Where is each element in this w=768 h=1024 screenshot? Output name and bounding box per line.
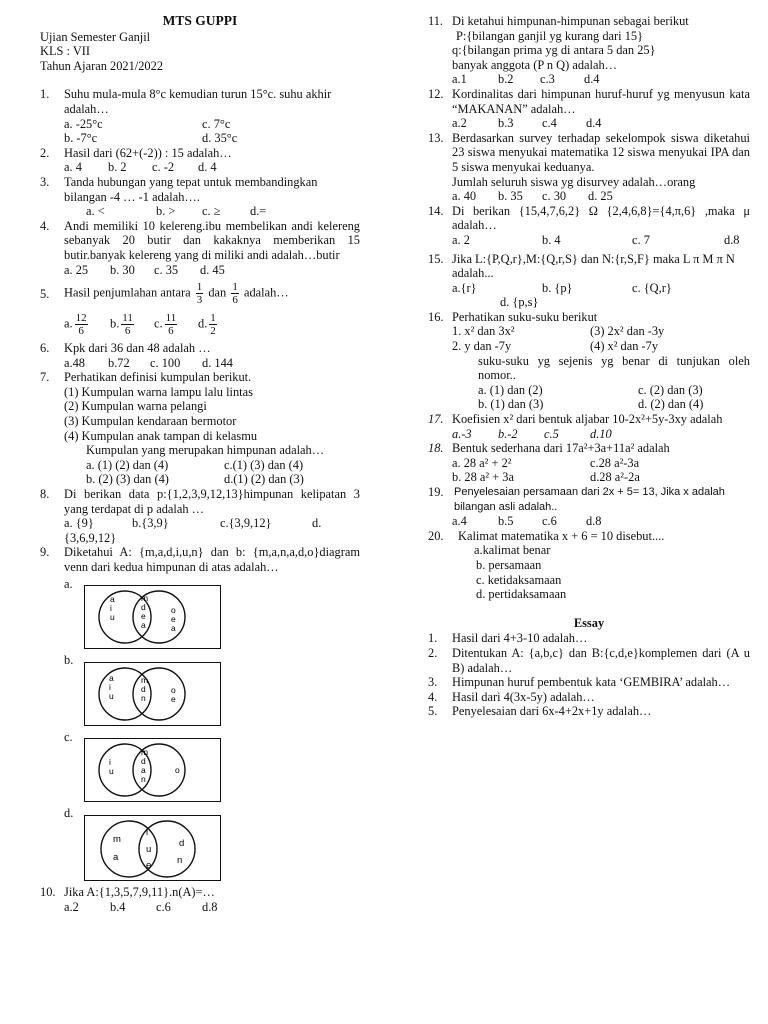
question-text: Di berikan {15,4,7,6,2} Ω {2,4,6,8}={4,π,6} ,maka μ adalah…: [452, 203, 750, 233]
option-a[interactable]: a.{r}: [452, 280, 477, 295]
options: [452, 281, 750, 296]
option-b[interactable]: b. 35: [498, 189, 523, 204]
question-text: Hasil dari (62+(-2)) : 15 adalah…: [64, 145, 232, 160]
question-19: [428, 485, 750, 529]
option-c[interactable]: c. ≥: [202, 204, 221, 219]
question-text: Hasil penjumlahan antara $\frac{1}{3}$ dan $\frac{1}{6}$ adalah…: [64, 281, 289, 307]
question-text: Suhu mula-mula 8°c kemudian turun 15°c. suhu akhir adalah…: [64, 87, 332, 116]
option-d[interactable]: d.10: [590, 426, 612, 441]
question-text: Perhatikan definisi kumpulan berikut.: [64, 370, 252, 385]
set-q-definition: q:{bilangan prima yg di antara 5 dan 25}: [452, 43, 656, 58]
option-a[interactable]: a.4: [452, 514, 467, 529]
question-number: 11.: [428, 14, 444, 28]
essay-text: Himpunan huruf pembentuk kata ‘GEMBIRA’ adalah…: [452, 675, 731, 690]
option-b[interactable]: b.-2: [498, 426, 518, 441]
options: [64, 160, 360, 175]
question-5: [40, 281, 360, 337]
question-number: 18.: [428, 441, 444, 456]
question-12: [428, 87, 750, 131]
fraction-one-third: $\frac{1}{3}$: [196, 281, 203, 307]
option-c[interactable]: c.{3,9,12}: [220, 516, 272, 531]
question-number: 13.: [428, 130, 444, 145]
options: [64, 356, 360, 371]
option-d[interactable]: d.(1) (2) dan (3): [224, 472, 304, 487]
venn-svg-d: [85, 816, 220, 880]
venn-letters: m d a n: [141, 747, 149, 785]
question-3: [40, 175, 360, 219]
option-a[interactable]: a. $\frac{12}{6}$: [64, 312, 87, 338]
question-16: [428, 310, 750, 412]
option-c[interactable]: c. -2: [152, 160, 175, 175]
option-d[interactable]: d. {p,s}: [500, 295, 539, 310]
question-text: Jika A:{1,3,5,7,9,11}.n(A)=…: [64, 884, 215, 899]
question-number: 5.: [40, 287, 50, 302]
venn-letter: u: [146, 843, 152, 855]
question-17: [428, 412, 750, 441]
question-2: [40, 146, 360, 175]
option-c[interactable]: c. 7: [632, 232, 650, 247]
options: [64, 900, 360, 915]
question-number: 4.: [40, 218, 50, 233]
option-b[interactable]: b. 4: [542, 232, 561, 247]
options: [452, 189, 750, 204]
option-a[interactable]: a. <: [86, 204, 105, 219]
academic-year: Tahun Ajaran 2021/2022: [40, 58, 164, 73]
option-a[interactable]: a.2: [64, 899, 79, 914]
venn-diagram-d[interactable]: [84, 815, 221, 881]
option-c[interactable]: c.4: [542, 116, 557, 131]
essay-text: Penyelesaian dari 6x-4+2x+1y adalah…: [452, 704, 652, 719]
question-text: Kpk dari 36 dan 48 adalah …: [64, 341, 211, 356]
option-a[interactable]: a.kalimat benar: [474, 543, 551, 558]
option-b[interactable]: b.2: [498, 72, 514, 87]
venn-letters: m d e a: [141, 593, 149, 631]
venn-letters: o: [175, 765, 180, 776]
option-d-value: {3,6,9,12}: [64, 530, 117, 545]
question-8: [40, 487, 360, 545]
venn-letters: o e: [171, 684, 176, 704]
question-number: 17.: [428, 412, 444, 427]
option-b[interactable]: b.72: [108, 355, 130, 370]
option-b[interactable]: b.: [64, 653, 74, 668]
options: [64, 516, 360, 531]
options: [64, 117, 360, 132]
options: [64, 312, 360, 337]
class-label: KLS : VII: [40, 44, 91, 59]
question-prompt: banyak anggota (P n Q) adalah…: [452, 57, 618, 72]
question-14: [428, 204, 750, 248]
venn-svg-b: [85, 663, 220, 725]
question-number: 9.: [40, 545, 50, 560]
term-2: 2. y dan -7y: [452, 339, 512, 354]
question-number: 2.: [40, 145, 50, 160]
question-text: Penyelesaian persamaan dari 2x + 5= 13, Jika x adalah bilangan asli adalah..: [454, 486, 725, 513]
option-d[interactable]: d. 35°c: [202, 131, 238, 146]
venn-letter: d: [179, 837, 185, 849]
options: [452, 72, 750, 87]
option-a[interactable]: a. 40: [452, 189, 477, 204]
option-a[interactable]: a.: [64, 576, 73, 591]
venn-letters: i u: [109, 757, 114, 777]
term-3: (3) 2x² dan -3y: [590, 324, 665, 339]
essay-item: 5. Penyelesaian dari 6x-4+2x+1y adalah…: [428, 704, 750, 719]
question-number: 14.: [428, 203, 444, 218]
venn-diagram-c[interactable]: [84, 738, 221, 802]
option-a[interactable]: a. (1) dan (2): [478, 382, 543, 397]
question-number: 10.: [40, 884, 56, 899]
essay-text: Hasil dari 4(3x-5y) adalah…: [452, 689, 595, 704]
option-c[interactable]: c.: [64, 729, 73, 744]
option-d[interactable]: d.8: [724, 232, 740, 247]
question-text: Kordinalitas dari himpunan huruf-huruf yg menyusun kata “MAKANAN” adalah…: [452, 86, 750, 116]
option-a[interactable]: a. {9}: [64, 516, 94, 531]
venn-svg-a: [85, 586, 220, 648]
options: [452, 514, 750, 529]
question-text: Tanda hubungan yang tepat untuk membandingkan bilangan -4 … -1 adalah….: [64, 174, 318, 204]
question-text: Di ketahui himpunan-himpunan sebagai berikut: [452, 14, 689, 28]
question-text: Berdasarkan survey terhadap sekelompok siswa diketahui 23 siswa menyukai matematika 12 siswa menyukai IPA dan 5 siswa menyukai keduanya.: [452, 130, 750, 174]
term-4: (4) x² dan -7y: [590, 339, 659, 354]
question-text: Kalimat matematika x + 6 = 10 disebut....: [458, 528, 665, 543]
option-a[interactable]: a. 2: [452, 232, 470, 247]
term-1: 1. x² dan 3x²: [452, 324, 515, 339]
option-c[interactable]: c.5: [544, 426, 559, 441]
question-11: [428, 14, 750, 87]
definition-item: (1) Kumpulan warna lampu lalu lintas: [64, 384, 253, 399]
question-text: Andi memiliki 10 kelereng.ibu membelikan andi kelereng sebanyak 20 butir dan kakaknya memberikan 15 butir.banyak kelereng yang di miliki andi adalah…butir: [64, 218, 360, 262]
question-number: 20.: [428, 528, 444, 543]
option-b[interactable]: b. (2) (3) dan (4): [86, 472, 169, 487]
options: [452, 116, 750, 131]
exam-name: Ujian Semester Ganjil: [40, 29, 151, 44]
option-d[interactable]: d. 45: [200, 262, 225, 277]
option-d[interactable]: d. (2) dan (4): [638, 397, 704, 412]
school-title: MTS GUPPI: [162, 13, 238, 28]
option-c[interactable]: c. ketidaksamaan: [476, 572, 562, 587]
question-text: Jika L:{P,Q,r},M:{Q,r,S} dan N:{r,S,F} maka L π M π N adalah...: [452, 251, 735, 281]
venn-letters: o e a: [171, 605, 176, 634]
option-d[interactable]: d.8: [202, 899, 218, 914]
venn-letter: m: [113, 833, 121, 845]
essay-text: Ditentukan A: {a,b,c} dan B:{c,d,e}komplemen dari (A u B) adalah…: [452, 645, 750, 675]
essay-item: 3. Himpunan huruf pembentuk kata ‘GEMBIRA’ adalah…: [428, 675, 750, 690]
option-c[interactable]: c.6: [156, 899, 171, 914]
option-b[interactable]: b. >: [156, 204, 176, 219]
options: [64, 472, 360, 487]
option-c[interactable]: c.(1) (3) dan (4): [224, 457, 304, 472]
options: [64, 263, 360, 278]
essay-item: 2. Ditentukan A: {a,b,c} dan B:{c,d,e}komplemen dari (A u B) adalah…: [428, 645, 750, 675]
set-p-definition: P:{bilangan ganjil yg kurang dari 15}: [456, 28, 644, 43]
option-d[interactable]: d.8: [586, 514, 602, 529]
option-d[interactable]: d.4: [584, 72, 600, 87]
option-b[interactable]: b. 2: [108, 160, 127, 175]
option-c[interactable]: c. 100: [150, 355, 181, 370]
option-c[interactable]: c. (2) dan (3): [638, 382, 703, 397]
question-7: [40, 370, 360, 487]
venn-letters: m d n: [141, 674, 149, 703]
option-c[interactable]: c. {Q,r}: [632, 280, 672, 295]
terms-row: [452, 324, 750, 339]
options: [452, 383, 750, 398]
option-b[interactable]: b. $\frac{11}{6}$: [110, 312, 133, 338]
option-b[interactable]: b. -7°c: [64, 131, 98, 146]
option-a[interactable]: a.1: [452, 72, 467, 87]
question-15: [428, 252, 750, 310]
option-b[interactable]: b.5: [498, 514, 514, 529]
option-a[interactable]: a.-3: [452, 426, 472, 441]
option-d[interactable]: d.=: [250, 204, 267, 219]
options: [452, 397, 750, 412]
options: [64, 204, 360, 219]
definition-item: (4) Kumpulan anak tampan di kelasmu: [64, 428, 258, 443]
venn-letter: a: [113, 851, 119, 863]
question-number: 15.: [428, 251, 444, 266]
question-20: [428, 529, 750, 602]
essay-item: 4. Hasil dari 4(3x-5y) adalah…: [428, 690, 750, 705]
options: [452, 295, 750, 310]
question-6: [40, 341, 360, 370]
question-4: [40, 219, 360, 277]
option-c[interactable]: c.3: [540, 72, 555, 87]
question-1: [40, 87, 360, 145]
option-a[interactable]: a. 4: [64, 160, 82, 175]
option-a[interactable]: a. (1) (2) dan (4): [86, 457, 169, 472]
question-number: 1.: [40, 87, 50, 102]
question-number: 19.: [428, 485, 444, 499]
fraction-one-sixth: $\frac{1}{6}$: [232, 281, 238, 307]
option-a[interactable]: a. 25: [64, 262, 89, 277]
essay-heading: Essay: [573, 615, 605, 630]
option-a[interactable]: a.48: [64, 355, 85, 370]
option-d[interactable]: d. 4: [198, 160, 217, 175]
options: [64, 131, 360, 146]
venn-letter: e: [146, 859, 152, 871]
question-text: Perhatikan suku-suku berikut: [452, 309, 598, 324]
question-number: 8.: [40, 487, 50, 502]
option-d[interactable]: d. $\frac{1}{2}$: [198, 312, 216, 338]
venn-letter: n: [177, 854, 183, 866]
options: [452, 470, 750, 485]
option-c[interactable]: c.28 a²-3a: [590, 455, 640, 470]
question-text: Koefisien x² dari bentuk aljabar 10-2x²+5y-3xy adalah: [452, 412, 723, 427]
option-b[interactable]: b. (1) dan (3): [478, 397, 544, 412]
options: [452, 456, 750, 471]
question-13: [428, 131, 750, 204]
option-d[interactable]: d. 144: [202, 355, 233, 370]
option-b[interactable]: b.4: [110, 899, 126, 914]
question-prompt: suku-suku yg sejenis yg benar di tunjukan oleh nomor..: [478, 353, 750, 383]
option-b[interactable]: b. 28 a² + 3a: [452, 470, 514, 485]
question-text: Di berikan data p:{1,2,3,9,12,13}himpunan kelipatan 3 yang terdapat di p adalah …: [64, 487, 360, 516]
option-d[interactable]: d.: [64, 806, 74, 821]
option-d[interactable]: d. 25: [588, 189, 613, 204]
option-d[interactable]: d.: [312, 516, 322, 531]
venn-letters: a i u: [109, 672, 114, 701]
option-c[interactable]: c. $\frac{11}{6}$: [154, 312, 177, 338]
venn-letters: a i u: [110, 594, 115, 623]
essay-text: Hasil dari 4+3-10 adalah…: [452, 631, 588, 646]
option-b[interactable]: b.3: [498, 116, 514, 131]
question-number: 16.: [428, 309, 444, 324]
option-b[interactable]: b. persamaan: [476, 557, 542, 572]
options: [64, 458, 360, 473]
question-number: 12.: [428, 86, 444, 101]
option-c[interactable]: c. 30: [542, 189, 567, 204]
question-10: [40, 885, 360, 914]
option-c[interactable]: c. 35: [154, 262, 179, 277]
option-b[interactable]: b.{3,9}: [132, 516, 169, 531]
options: [452, 233, 750, 248]
option-a[interactable]: a. -25°c: [64, 116, 103, 131]
option-b[interactable]: b. {p}: [542, 280, 573, 295]
venn-letter: i: [146, 826, 149, 838]
right-column: [428, 14, 750, 719]
left-column: [40, 14, 360, 914]
question-text: Kumpulan yang merupakan himpunan adalah…: [86, 443, 325, 458]
option-d[interactable]: d. pertidaksamaan: [476, 587, 567, 602]
terms-row: [452, 339, 750, 354]
option-c[interactable]: c. 7°c: [202, 116, 231, 131]
venn-diagram-b[interactable]: [84, 662, 221, 726]
option-d[interactable]: d.28 a²-2a: [590, 470, 640, 485]
question-18: [428, 441, 750, 485]
question-prompt: Jumlah seluruh siswa yg disurvey adalah…orang: [452, 174, 696, 189]
question-text: Diketahui A: {m,a,d,i,u,n} dan b: {m,a,n,a,d,o}diagram venn dari kedua himpunan di atas adalah…: [64, 545, 360, 574]
essay-item: 1. Hasil dari 4+3-10 adalah…: [428, 631, 750, 646]
question-9: [40, 545, 360, 881]
venn-svg-c: [85, 739, 220, 801]
question-number: 6.: [40, 341, 50, 356]
definition-item: (3) Kumpulan kendaraan bermotor: [64, 414, 237, 429]
question-number: 3.: [40, 174, 50, 189]
option-b[interactable]: b. 30: [110, 262, 135, 277]
option-a[interactable]: a.2: [452, 116, 467, 131]
definition-item: (2) Kumpulan warna pelangi: [64, 399, 207, 414]
option-c[interactable]: c.6: [542, 514, 557, 529]
venn-diagram-a[interactable]: [84, 585, 221, 649]
option-d[interactable]: d.4: [586, 116, 602, 131]
options: [452, 427, 750, 442]
option-a[interactable]: a. 28 a² + 2²: [452, 455, 512, 470]
question-text: Bentuk sederhana dari 17a²+3a+11a² adalah: [452, 441, 670, 456]
question-number: 7.: [40, 370, 50, 385]
